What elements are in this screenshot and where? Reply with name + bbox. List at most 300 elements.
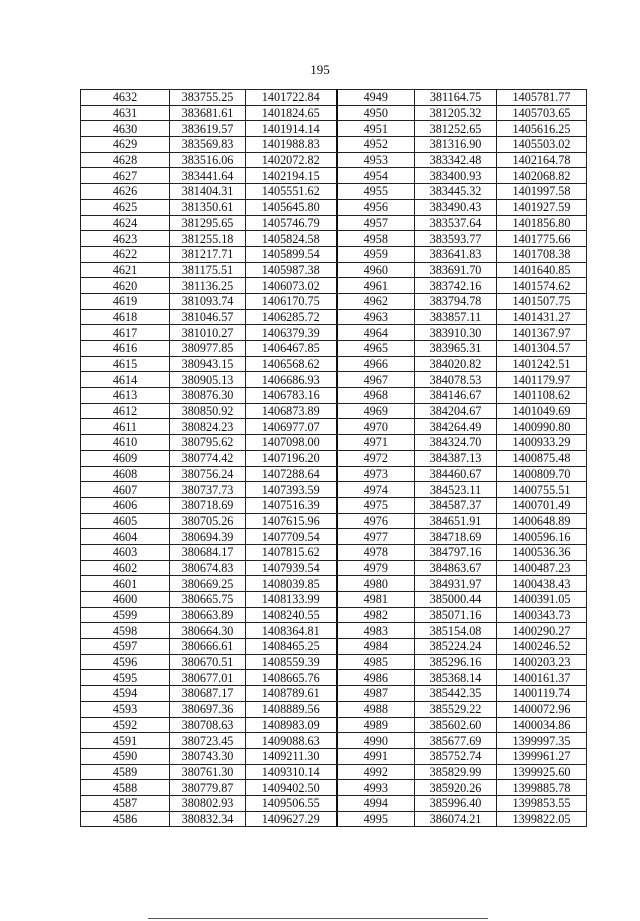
point-id-right-cell: 4994 [337,795,415,811]
point-id-left-cell: 4615 [81,356,170,372]
y-coordinate-right-cell: 1401775.66 [497,231,587,247]
table-row [81,262,587,278]
point-id-right-cell: 4964 [337,325,415,341]
point-id-right-cell: 4966 [337,356,415,372]
y-coordinate-right-cell: 1400246.52 [497,639,587,655]
table-row [81,560,587,576]
point-id-left-cell: 4586 [81,811,170,827]
table-row [81,639,587,655]
point-id-right-cell: 4983 [337,623,415,639]
y-coordinate-left-cell: 1406568.62 [246,356,337,372]
point-id-left-cell: 4613 [81,388,170,404]
x-coordinate-right-cell: 385442.35 [415,686,497,702]
table-row [81,717,587,733]
point-id-left-cell: 4632 [81,90,170,106]
point-id-left-cell: 4608 [81,466,170,482]
y-coordinate-right-cell: 1400596.16 [497,529,587,545]
y-coordinate-left-cell: 1409088.63 [246,733,337,749]
x-coordinate-left-cell: 383516.06 [170,152,246,168]
y-coordinate-right-cell: 1402164.78 [497,152,587,168]
x-coordinate-left-cell: 380687.17 [170,686,246,702]
point-id-right-cell: 4977 [337,529,415,545]
point-id-right-cell: 4960 [337,262,415,278]
y-coordinate-right-cell: 1405703.65 [497,105,587,121]
x-coordinate-right-cell: 384146.67 [415,388,497,404]
x-coordinate-right-cell: 383537.64 [415,215,497,231]
point-id-left-cell: 4602 [81,560,170,576]
point-id-left-cell: 4631 [81,105,170,121]
x-coordinate-left-cell: 381217.71 [170,246,246,262]
x-coordinate-left-cell: 380694.39 [170,529,246,545]
y-coordinate-left-cell: 1407939.54 [246,560,337,576]
table-row [81,152,587,168]
x-coordinate-left-cell: 380795.62 [170,435,246,451]
table-row [81,246,587,262]
y-coordinate-right-cell: 1400648.89 [497,513,587,529]
table-row [81,341,587,357]
point-id-left-cell: 4624 [81,215,170,231]
x-coordinate-right-cell: 384523.11 [415,482,497,498]
y-coordinate-right-cell: 1400203.23 [497,654,587,670]
x-coordinate-left-cell: 383681.61 [170,105,246,121]
x-coordinate-right-cell: 383794.78 [415,293,497,309]
x-coordinate-right-cell: 385224.24 [415,639,497,655]
point-id-right-cell: 4952 [337,137,415,153]
x-coordinate-right-cell: 385829.99 [415,764,497,780]
y-coordinate-right-cell: 1400343.73 [497,607,587,623]
y-coordinate-right-cell: 1401708.38 [497,246,587,262]
x-coordinate-right-cell: 381164.75 [415,90,497,106]
y-coordinate-right-cell: 1401640.85 [497,262,587,278]
x-coordinate-left-cell: 380723.45 [170,733,246,749]
point-id-right-cell: 4979 [337,560,415,576]
table-row [81,403,587,419]
y-coordinate-left-cell: 1409627.29 [246,811,337,827]
table-row [81,121,587,137]
x-coordinate-right-cell: 385752.74 [415,748,497,764]
y-coordinate-right-cell: 1402068.82 [497,168,587,184]
x-coordinate-left-cell: 380761.30 [170,764,246,780]
x-coordinate-right-cell: 383490.43 [415,199,497,215]
y-coordinate-left-cell: 1405551.62 [246,184,337,200]
table-row [81,325,587,341]
x-coordinate-right-cell: 381252.65 [415,121,497,137]
y-coordinate-left-cell: 1406873.89 [246,403,337,419]
x-coordinate-left-cell: 380684.17 [170,544,246,560]
point-id-left-cell: 4590 [81,748,170,764]
point-id-right-cell: 4951 [337,121,415,137]
x-coordinate-right-cell: 384204.67 [415,403,497,419]
point-id-left-cell: 4617 [81,325,170,341]
point-id-left-cell: 4587 [81,795,170,811]
x-coordinate-right-cell: 383910.30 [415,325,497,341]
y-coordinate-left-cell: 1408133.99 [246,592,337,608]
x-coordinate-right-cell: 384020.82 [415,356,497,372]
point-id-right-cell: 4962 [337,293,415,309]
point-id-left-cell: 4610 [81,435,170,451]
y-coordinate-left-cell: 1408465.25 [246,639,337,655]
point-id-right-cell: 4971 [337,435,415,451]
point-id-right-cell: 4963 [337,309,415,325]
table-row [81,811,587,827]
table-row [81,388,587,404]
x-coordinate-right-cell: 384587.37 [415,497,497,513]
x-coordinate-right-cell: 385996.40 [415,795,497,811]
point-id-right-cell: 4953 [337,152,415,168]
x-coordinate-right-cell: 386074.21 [415,811,497,827]
x-coordinate-right-cell: 384718.69 [415,529,497,545]
y-coordinate-left-cell: 1407393.59 [246,482,337,498]
x-coordinate-left-cell: 380743.30 [170,748,246,764]
y-coordinate-right-cell: 1399997.35 [497,733,587,749]
y-coordinate-left-cell: 1408039.85 [246,576,337,592]
x-coordinate-right-cell: 383342.48 [415,152,497,168]
y-coordinate-right-cell: 1401049.69 [497,403,587,419]
x-coordinate-right-cell: 384078.53 [415,372,497,388]
table-row [81,278,587,294]
point-id-right-cell: 4992 [337,764,415,780]
point-id-left-cell: 4605 [81,513,170,529]
y-coordinate-right-cell: 1401574.62 [497,278,587,294]
point-id-left-cell: 4601 [81,576,170,592]
point-id-left-cell: 4598 [81,623,170,639]
y-coordinate-right-cell: 1400809.70 [497,466,587,482]
table-row [81,184,587,200]
point-id-left-cell: 4591 [81,733,170,749]
x-coordinate-left-cell: 383619.57 [170,121,246,137]
y-coordinate-left-cell: 1401824.65 [246,105,337,121]
y-coordinate-left-cell: 1402194.15 [246,168,337,184]
y-coordinate-left-cell: 1406977.07 [246,419,337,435]
point-id-right-cell: 4995 [337,811,415,827]
y-coordinate-right-cell: 1400536.36 [497,544,587,560]
x-coordinate-left-cell: 380824.23 [170,419,246,435]
point-id-left-cell: 4630 [81,121,170,137]
y-coordinate-right-cell: 1401108.62 [497,388,587,404]
x-coordinate-left-cell: 380737.73 [170,482,246,498]
x-coordinate-right-cell: 383400.93 [415,168,497,184]
y-coordinate-right-cell: 1400119.74 [497,686,587,702]
y-coordinate-right-cell: 1400161.37 [497,670,587,686]
table-row [81,544,587,560]
y-coordinate-left-cell: 1406467.85 [246,341,337,357]
x-coordinate-left-cell: 383755.25 [170,90,246,106]
y-coordinate-left-cell: 1405987.38 [246,262,337,278]
y-coordinate-right-cell: 1399925.60 [497,764,587,780]
x-coordinate-right-cell: 384324.70 [415,435,497,451]
y-coordinate-right-cell: 1399822.05 [497,811,587,827]
table-row [81,733,587,749]
y-coordinate-right-cell: 1400034.86 [497,717,587,733]
x-coordinate-right-cell: 385000.44 [415,592,497,608]
point-id-right-cell: 4982 [337,607,415,623]
x-coordinate-left-cell: 381404.31 [170,184,246,200]
table-row [81,529,587,545]
y-coordinate-left-cell: 1407288.64 [246,466,337,482]
x-coordinate-left-cell: 380697.36 [170,701,246,717]
point-id-right-cell: 4980 [337,576,415,592]
point-id-left-cell: 4626 [81,184,170,200]
point-id-right-cell: 4968 [337,388,415,404]
y-coordinate-left-cell: 1406686.93 [246,372,337,388]
table-row [81,795,587,811]
point-id-right-cell: 4981 [337,592,415,608]
point-id-left-cell: 4595 [81,670,170,686]
point-id-right-cell: 4989 [337,717,415,733]
point-id-right-cell: 4984 [337,639,415,655]
y-coordinate-left-cell: 1409506.55 [246,795,337,811]
x-coordinate-left-cell: 381175.51 [170,262,246,278]
table-row [81,199,587,215]
table-row [81,419,587,435]
x-coordinate-left-cell: 381010.27 [170,325,246,341]
y-coordinate-right-cell: 1400072.96 [497,701,587,717]
y-coordinate-right-cell: 1400438.43 [497,576,587,592]
point-id-right-cell: 4974 [337,482,415,498]
y-coordinate-right-cell: 1405616.25 [497,121,587,137]
point-id-left-cell: 4625 [81,199,170,215]
x-coordinate-left-cell: 380832.34 [170,811,246,827]
y-coordinate-left-cell: 1405746.79 [246,215,337,231]
x-coordinate-left-cell: 380905.13 [170,372,246,388]
point-id-right-cell: 4967 [337,372,415,388]
y-coordinate-right-cell: 1400990.80 [497,419,587,435]
x-coordinate-right-cell: 383742.16 [415,278,497,294]
x-coordinate-left-cell: 380669.25 [170,576,246,592]
y-coordinate-right-cell: 1399853.55 [497,795,587,811]
point-id-left-cell: 4596 [81,654,170,670]
table-row [81,513,587,529]
y-coordinate-left-cell: 1406285.72 [246,309,337,325]
x-coordinate-right-cell: 385071.16 [415,607,497,623]
y-coordinate-right-cell: 1399961.27 [497,748,587,764]
y-coordinate-left-cell: 1405824.58 [246,231,337,247]
point-id-left-cell: 4623 [81,231,170,247]
y-coordinate-right-cell: 1399885.78 [497,780,587,796]
x-coordinate-right-cell: 383641.83 [415,246,497,262]
x-coordinate-left-cell: 381046.57 [170,309,246,325]
y-coordinate-left-cell: 1408240.55 [246,607,337,623]
y-coordinate-right-cell: 1400755.51 [497,482,587,498]
table-row [81,482,587,498]
x-coordinate-right-cell: 385154.08 [415,623,497,639]
x-coordinate-left-cell: 380802.93 [170,795,246,811]
table-row [81,686,587,702]
point-id-left-cell: 4606 [81,497,170,513]
point-id-left-cell: 4622 [81,246,170,262]
point-id-right-cell: 4955 [337,184,415,200]
coordinates-table [80,89,587,827]
table-row [81,231,587,247]
y-coordinate-left-cell: 1407815.62 [246,544,337,560]
y-coordinate-left-cell: 1407196.20 [246,450,337,466]
x-coordinate-left-cell: 380977.85 [170,341,246,357]
point-id-left-cell: 4593 [81,701,170,717]
x-coordinate-right-cell: 383965.31 [415,341,497,357]
x-coordinate-right-cell: 384931.97 [415,576,497,592]
table-row [81,592,587,608]
table-row [81,607,587,623]
point-id-right-cell: 4949 [337,90,415,106]
x-coordinate-left-cell: 383441.64 [170,168,246,184]
x-coordinate-right-cell: 383445.32 [415,184,497,200]
y-coordinate-left-cell: 1406170.75 [246,293,337,309]
table-row [81,450,587,466]
point-id-left-cell: 4611 [81,419,170,435]
y-coordinate-left-cell: 1408559.39 [246,654,337,670]
point-id-right-cell: 4978 [337,544,415,560]
y-coordinate-left-cell: 1407615.96 [246,513,337,529]
point-id-right-cell: 4957 [337,215,415,231]
x-coordinate-left-cell: 380774.42 [170,450,246,466]
y-coordinate-left-cell: 1406073.02 [246,278,337,294]
point-id-left-cell: 4603 [81,544,170,560]
y-coordinate-left-cell: 1407516.39 [246,497,337,513]
point-id-left-cell: 4588 [81,780,170,796]
x-coordinate-right-cell: 383691.70 [415,262,497,278]
point-id-right-cell: 4959 [337,246,415,262]
point-id-right-cell: 4965 [337,341,415,357]
point-id-left-cell: 4604 [81,529,170,545]
table-row [81,748,587,764]
y-coordinate-right-cell: 1401367.97 [497,325,587,341]
point-id-left-cell: 4597 [81,639,170,655]
y-coordinate-left-cell: 1408889.56 [246,701,337,717]
x-coordinate-left-cell: 383569.83 [170,137,246,153]
y-coordinate-left-cell: 1409402.50 [246,780,337,796]
point-id-right-cell: 4991 [337,748,415,764]
point-id-left-cell: 4614 [81,372,170,388]
table-row [81,90,587,106]
point-id-right-cell: 4961 [337,278,415,294]
x-coordinate-left-cell: 380666.61 [170,639,246,655]
y-coordinate-left-cell: 1405899.54 [246,246,337,262]
x-coordinate-left-cell: 380705.26 [170,513,246,529]
page-bottom-divider [148,918,488,919]
point-id-right-cell: 4988 [337,701,415,717]
x-coordinate-left-cell: 380876.30 [170,388,246,404]
point-id-left-cell: 4607 [81,482,170,498]
table-row [81,293,587,309]
y-coordinate-left-cell: 1408665.76 [246,670,337,686]
point-id-right-cell: 4973 [337,466,415,482]
y-coordinate-left-cell: 1409310.14 [246,764,337,780]
table-row [81,701,587,717]
y-coordinate-right-cell: 1400875.48 [497,450,587,466]
table-row [81,137,587,153]
point-id-left-cell: 4612 [81,403,170,419]
y-coordinate-right-cell: 1405781.77 [497,90,587,106]
x-coordinate-left-cell: 380708.63 [170,717,246,733]
table-row [81,435,587,451]
coordinates-table-body [81,90,587,827]
x-coordinate-right-cell: 384264.49 [415,419,497,435]
table-row [81,623,587,639]
table-row [81,356,587,372]
x-coordinate-right-cell: 384651.91 [415,513,497,529]
table-row [81,309,587,325]
y-coordinate-left-cell: 1408364.81 [246,623,337,639]
x-coordinate-right-cell: 383857.11 [415,309,497,325]
y-coordinate-left-cell: 1407098.00 [246,435,337,451]
x-coordinate-right-cell: 385529.22 [415,701,497,717]
x-coordinate-right-cell: 381316.90 [415,137,497,153]
x-coordinate-right-cell: 385677.69 [415,733,497,749]
point-id-right-cell: 4993 [337,780,415,796]
point-id-left-cell: 4592 [81,717,170,733]
point-id-left-cell: 4619 [81,293,170,309]
point-id-left-cell: 4616 [81,341,170,357]
table-row [81,576,587,592]
point-id-left-cell: 4620 [81,278,170,294]
table-row [81,780,587,796]
point-id-left-cell: 4599 [81,607,170,623]
point-id-left-cell: 4627 [81,168,170,184]
y-coordinate-right-cell: 1400933.29 [497,435,587,451]
y-coordinate-right-cell: 1401927.59 [497,199,587,215]
point-id-right-cell: 4975 [337,497,415,513]
point-id-right-cell: 4986 [337,670,415,686]
y-coordinate-right-cell: 1401431.27 [497,309,587,325]
table-row [81,372,587,388]
table-row [81,764,587,780]
point-id-left-cell: 4628 [81,152,170,168]
point-id-left-cell: 4594 [81,686,170,702]
point-id-right-cell: 4958 [337,231,415,247]
y-coordinate-left-cell: 1408983.09 [246,717,337,733]
x-coordinate-left-cell: 380718.69 [170,497,246,513]
y-coordinate-right-cell: 1401507.75 [497,293,587,309]
x-coordinate-right-cell: 385296.16 [415,654,497,670]
table-row [81,168,587,184]
page-number: 195 [310,62,330,77]
x-coordinate-right-cell: 383593.77 [415,231,497,247]
point-id-left-cell: 4589 [81,764,170,780]
y-coordinate-right-cell: 1405503.02 [497,137,587,153]
y-coordinate-left-cell: 1405645.80 [246,199,337,215]
x-coordinate-left-cell: 380665.75 [170,592,246,608]
x-coordinate-right-cell: 385920.26 [415,780,497,796]
x-coordinate-right-cell: 384797.16 [415,544,497,560]
table-row [81,670,587,686]
point-id-right-cell: 4976 [337,513,415,529]
point-id-left-cell: 4609 [81,450,170,466]
table-row [81,466,587,482]
x-coordinate-right-cell: 384387.13 [415,450,497,466]
y-coordinate-left-cell: 1401988.83 [246,137,337,153]
point-id-left-cell: 4629 [81,137,170,153]
x-coordinate-left-cell: 381136.25 [170,278,246,294]
y-coordinate-right-cell: 1400701.49 [497,497,587,513]
x-coordinate-left-cell: 380670.51 [170,654,246,670]
point-id-right-cell: 4969 [337,403,415,419]
x-coordinate-left-cell: 380943.15 [170,356,246,372]
x-coordinate-left-cell: 380664.30 [170,623,246,639]
x-coordinate-left-cell: 381093.74 [170,293,246,309]
point-id-right-cell: 4990 [337,733,415,749]
y-coordinate-right-cell: 1401997.58 [497,184,587,200]
y-coordinate-right-cell: 1400391.05 [497,592,587,608]
x-coordinate-left-cell: 380756.24 [170,466,246,482]
x-coordinate-right-cell: 384863.67 [415,560,497,576]
x-coordinate-left-cell: 380677.01 [170,670,246,686]
x-coordinate-left-cell: 380779.87 [170,780,246,796]
point-id-left-cell: 4621 [81,262,170,278]
y-coordinate-right-cell: 1401242.51 [497,356,587,372]
x-coordinate-right-cell: 384460.67 [415,466,497,482]
x-coordinate-left-cell: 380663.89 [170,607,246,623]
y-coordinate-right-cell: 1400487.23 [497,560,587,576]
